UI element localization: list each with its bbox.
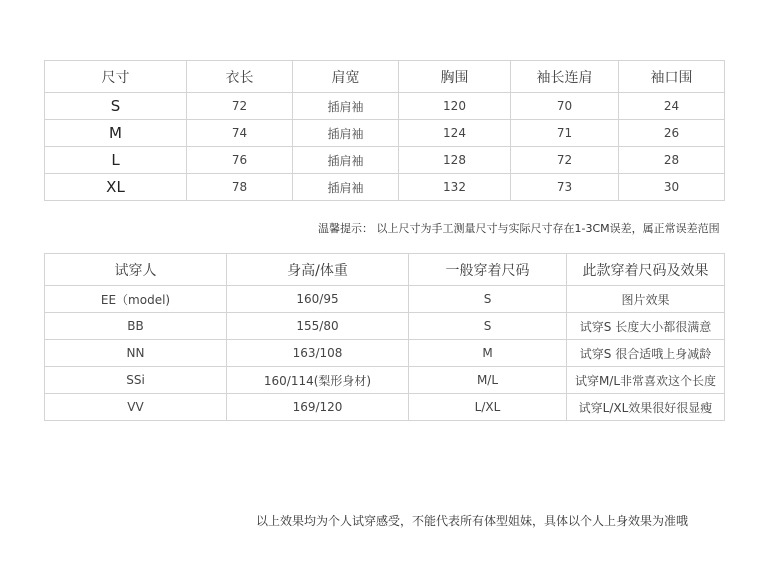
table-cell: 插肩袖 <box>293 120 399 147</box>
table-cell: EE（model) <box>45 286 227 313</box>
fit-disclaimer: 以上效果均为个人试穿感受，不能代表所有体型姐妹，具体以个人上身效果为准哦 <box>256 514 689 528</box>
table-cell: 试穿L/XL效果很好很显瘦 <box>567 394 725 421</box>
header-sleeve-length: 袖长连肩 <box>511 61 619 93</box>
table-cell: 26 <box>619 120 725 147</box>
header-cuff: 袖口围 <box>619 61 725 93</box>
table-cell: 128 <box>399 147 511 174</box>
table-row <box>45 394 725 421</box>
table-cell: 试穿S 长度大小都很满意 <box>567 313 725 340</box>
table-row <box>45 147 725 174</box>
header-height-weight: 身高/体重 <box>227 254 409 286</box>
table-cell: 图片效果 <box>567 286 725 313</box>
fit-table-header-row <box>45 254 725 286</box>
size-table-header-row <box>45 61 725 93</box>
table-cell: 30 <box>619 174 725 201</box>
header-bust: 胸围 <box>399 61 511 93</box>
size-cell: S <box>45 93 187 120</box>
table-cell: 试穿S 很合适哦上身减龄 <box>567 340 725 367</box>
table-cell: 24 <box>619 93 725 120</box>
table-cell: L/XL <box>409 394 567 421</box>
table-cell: 163/108 <box>227 340 409 367</box>
table-cell: 试穿M/L非常喜欢这个长度 <box>567 367 725 394</box>
table-cell: SSi <box>45 367 227 394</box>
size-chart-table <box>44 60 725 201</box>
table-cell: 124 <box>399 120 511 147</box>
header-tester: 试穿人 <box>45 254 227 286</box>
table-cell: 71 <box>511 120 619 147</box>
header-length: 衣长 <box>187 61 293 93</box>
header-fit-effect: 此款穿着尺码及效果 <box>567 254 725 286</box>
table-row <box>45 120 725 147</box>
size-cell: M <box>45 120 187 147</box>
fitting-table <box>44 253 725 421</box>
table-cell: 78 <box>187 174 293 201</box>
table-cell: 120 <box>399 93 511 120</box>
table-cell: 160/114(梨形身材) <box>227 367 409 394</box>
size-cell: L <box>45 147 187 174</box>
table-cell: M <box>409 340 567 367</box>
header-usual-size: 一般穿着尺码 <box>409 254 567 286</box>
table-row <box>45 367 725 394</box>
table-cell: 72 <box>511 147 619 174</box>
size-cell: XL <box>45 174 187 201</box>
table-cell: 73 <box>511 174 619 201</box>
table-cell: 插肩袖 <box>293 147 399 174</box>
measurement-tip: 温馨提示： 以上尺寸为手工测量尺寸与实际尺寸存在1-3CM误差，属正常误差范围 <box>318 222 720 235</box>
table-cell: NN <box>45 340 227 367</box>
table-cell: 169/120 <box>227 394 409 421</box>
table-cell: 70 <box>511 93 619 120</box>
table-cell: VV <box>45 394 227 421</box>
table-cell: 28 <box>619 147 725 174</box>
table-row <box>45 340 725 367</box>
table-cell: 160/95 <box>227 286 409 313</box>
table-cell: 76 <box>187 147 293 174</box>
table-row <box>45 313 725 340</box>
table-cell: M/L <box>409 367 567 394</box>
table-row <box>45 286 725 313</box>
table-cell: 155/80 <box>227 313 409 340</box>
header-shoulder: 肩宽 <box>293 61 399 93</box>
table-cell: 插肩袖 <box>293 93 399 120</box>
table-cell: S <box>409 313 567 340</box>
table-cell: 74 <box>187 120 293 147</box>
table-cell: BB <box>45 313 227 340</box>
table-cell: S <box>409 286 567 313</box>
table-cell: 插肩袖 <box>293 174 399 201</box>
table-row <box>45 174 725 201</box>
table-row <box>45 93 725 120</box>
table-cell: 72 <box>187 93 293 120</box>
header-size: 尺寸 <box>45 61 187 93</box>
table-cell: 132 <box>399 174 511 201</box>
